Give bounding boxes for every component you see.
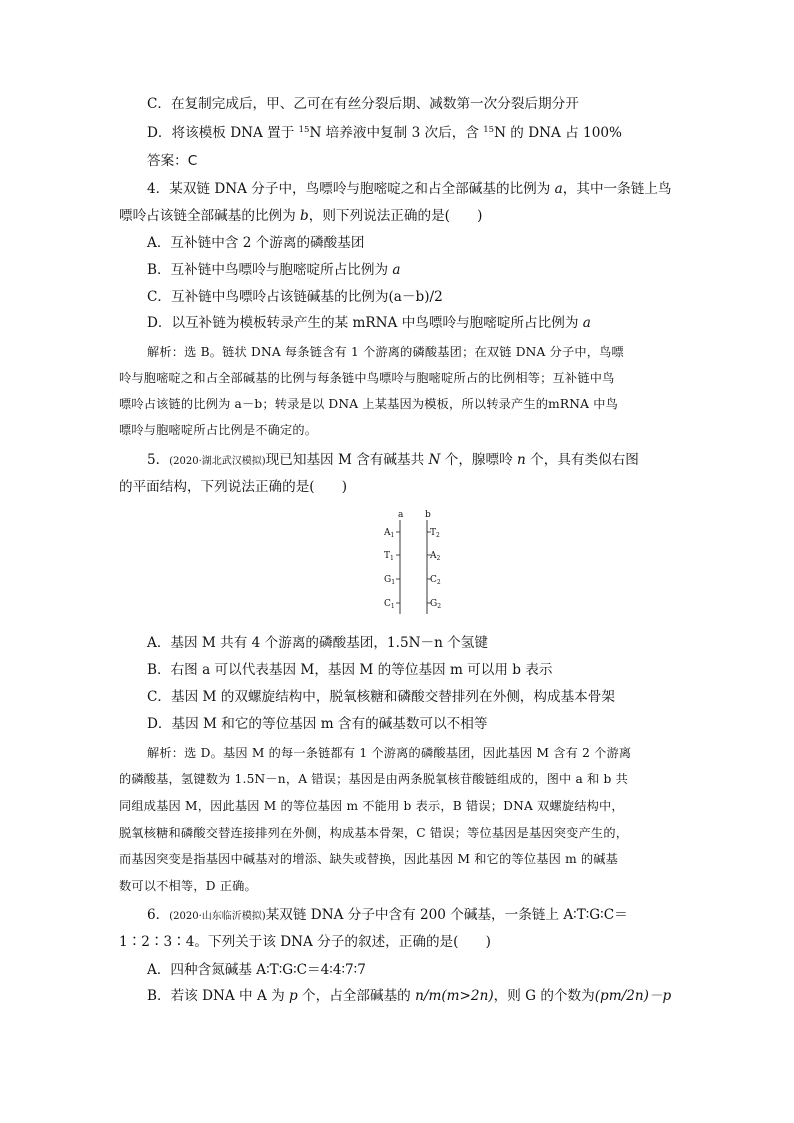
q5-explanation-line-4: 脱氧核糖和磷酸交替连接排列在外侧，构成基本骨架，C 错误；等位基因是基因突变产生的， <box>119 826 629 840</box>
q5-explanation-line-2: 的磷酸基，氢键数为 1.5N－n，A 错误；基因是由两条脱氧核苷酸链组成的，图中 a 和 b 共 <box>119 772 628 786</box>
q6-stem-line-2: 1∶2∶3∶4。下列关于该 DNA 分子的叙述，正确的是( ) <box>119 934 491 950</box>
isotope-mass-number: 15 <box>298 125 310 135</box>
left-base-label: $C_1$ <box>384 599 395 610</box>
isotope-mass-number: 15 <box>483 125 495 135</box>
q3-answer: 答案：C <box>147 153 198 169</box>
q5-option-b: B．右图 a 可以代表基因 M，基因 M 的等位基因 m 可以用 b 表示 <box>147 662 553 678</box>
q5-explanation-line-5: 而基因突变是指基因中碱基对的增添、缺失或替换，因此基因 M 和它的等位基因 m 的碱基 <box>119 852 619 866</box>
right-base-label: $C_2$ <box>430 575 441 586</box>
q5-option-a: A．基因 M 共有 4 个游离的磷酸基团，1.5N－n 个氢键 <box>147 635 488 651</box>
left-base-label: $T_1$ <box>384 551 394 562</box>
q4-option-d: D．以互补链为模板转录产生的某 mRNA 中鸟嘌呤与胞嘧啶所占比例为 a <box>147 315 591 331</box>
q4-option-a: A．互补链中含 2 个游离的磷酸基团 <box>147 235 365 251</box>
q5-stem-line-2: 的平面结构，下列说法正确的是( ) <box>119 479 348 495</box>
q5-source: (2020·湖北武汉模拟) <box>169 456 266 467</box>
q6-option-b: B．若该 DNA 中 A 为 p 个，占全部碱基的 n/m(m>2n)，则 G 的个数为(pm/2n)－p <box>147 988 672 1004</box>
q5-explanation-line-6: 数可以不相等，D 正确。 <box>119 879 257 893</box>
q5-option-d: D．基因 M 和它的等位基因 m 含有的碱基数可以不相等 <box>147 716 488 732</box>
q4-stem-line-2: 嘌呤占该链全部碱基的比例为 b，则下列说法正确的是( ) <box>119 208 483 224</box>
q4-option-c: C．互补链中鸟嘌呤占该链碱基的比例为(a－b)/2 <box>147 289 443 305</box>
q5-option-c: C．基因 M 的双螺旋结构中，脱氧核糖和磷酸交替排列在外侧，构成基本骨架 <box>147 689 615 705</box>
q4-explanation-line-3: 嘌呤占该链的比例为 a－b；转录是以 DNA 上某基因为模板，所以转录产生的mRNA 中鸟 <box>119 397 618 411</box>
strand-label-a: a <box>398 510 404 520</box>
strand-label-b: b <box>425 510 431 520</box>
q4-explanation-line-1: 解析：选 B。链状 DNA 每条链含有 1 个游离的磷酸基团；在双链 DNA 分子中，鸟嘌 <box>147 345 624 359</box>
q5-stem-line-1: 5．(2020·湖北武汉模拟)现已知基因 M 含有碱基共 N 个，腺嘌呤 n 个，具有类似右图 <box>147 452 639 468</box>
left-base-label: $G_1$ <box>384 575 396 586</box>
q6-option-a: A．四种含氮碱基 A∶T∶G∶C＝4∶4∶7∶7 <box>147 962 366 978</box>
q4-option-b: B．互补链中鸟嘌呤与胞嘧啶所占比例为 a <box>147 262 401 278</box>
q6-source: (2020·山东临沂模拟) <box>169 911 266 922</box>
q3-option-d: D．将该模板 DNA 置于 $^{15}$N 培养液中复制 3 次后，含 $^{15}$N 的 DNA 占 100% <box>147 125 622 141</box>
q4-stem-line-1: 4．某双链 DNA 分子中，鸟嘌呤与胞嘧啶之和占全部碱基的比例为 a，其中一条链上鸟 <box>147 181 672 197</box>
dna-strand-diagram <box>380 508 452 616</box>
q4-explanation-line-2: 呤与胞嘧啶之和占全部碱基的比例与每条链中鸟嘌呤与胞嘧啶所占的比例相等；互补链中鸟 <box>119 371 615 385</box>
left-base-label: $A_1$ <box>384 528 395 539</box>
right-base-label: $A_2$ <box>430 551 441 562</box>
q6-stem-line-1: 6．(2020·山东临沂模拟)某双链 DNA 分子中含有 200 个碱基，一条链上 A∶T∶G∶C＝ <box>147 907 628 923</box>
q5-explanation-line-1: 解析：选 D。基因 M 的每一条链都有 1 个游离的磷酸基团，因此基因 M 含有 2 个游离 <box>147 746 632 760</box>
q3-option-c: C．在复制完成后，甲、乙可在有丝分裂后期、减数第一次分裂后期分开 <box>147 96 579 112</box>
right-base-label: $T_2$ <box>430 528 440 539</box>
right-base-label: $G_2$ <box>430 599 442 610</box>
q5-explanation-line-3: 同组成基因 M，因此基因 M 的等位基因 m 不能用 b 表示，B 错误；DNA 双螺旋结构中， <box>119 799 624 813</box>
q4-explanation-line-4: 嘌呤与胞嘧啶所占比例是不确定的。 <box>119 423 318 437</box>
